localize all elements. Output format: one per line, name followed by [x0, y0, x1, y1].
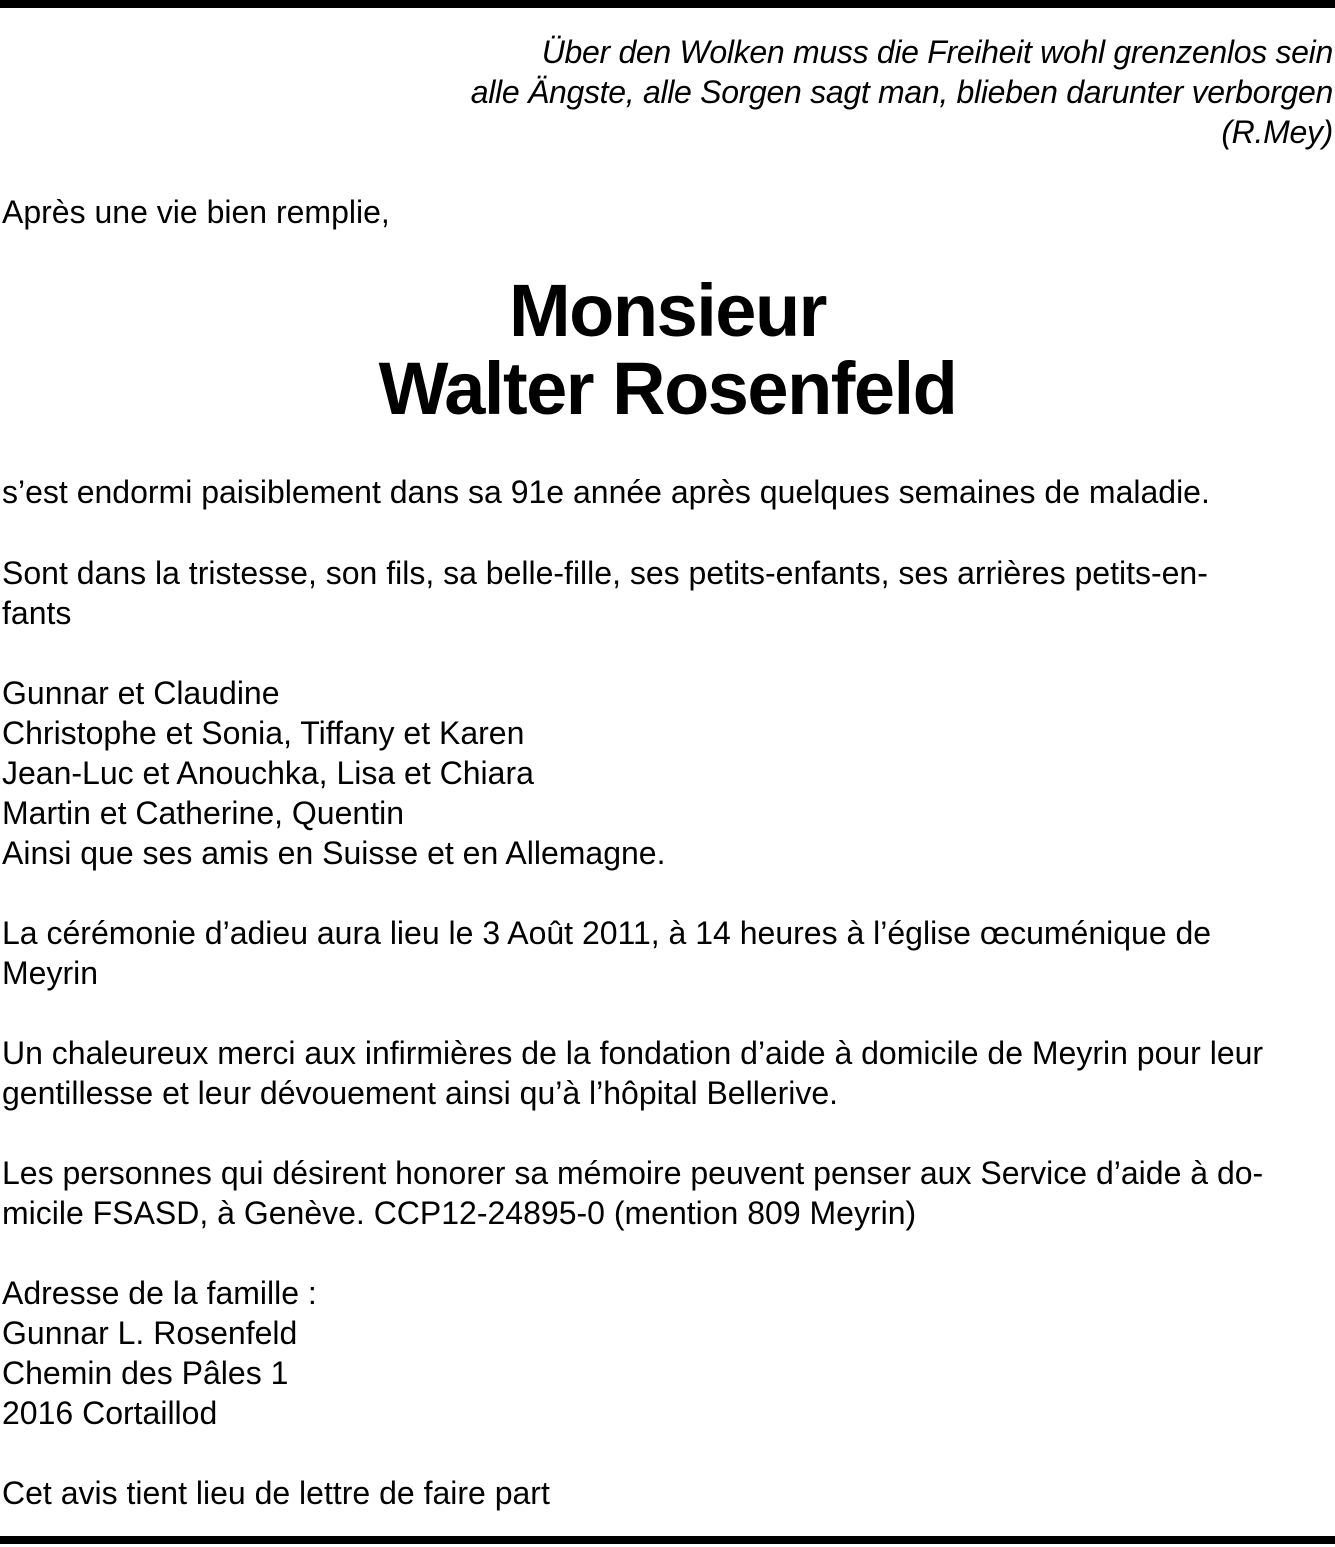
thanks-line-2: gentillesse et leur dévouement ainsi qu’à l’hôpital Bellerive. — [2, 1075, 839, 1111]
epigraph-author: (R.Mey) — [1221, 114, 1333, 150]
address-street: Chemin des Pâles 1 — [2, 1355, 289, 1391]
family-member: Gunnar et Claudine — [2, 675, 280, 711]
closing-line: Cet avis tient lieu de lettre de faire part — [2, 1475, 550, 1511]
donations-line-1: Les personnes qui désirent honorer sa mémoire peuvent penser aux Service d’aide à do- — [2, 1155, 1264, 1191]
family-address — [2, 1273, 1333, 1433]
top-rule — [0, 0, 1335, 8]
address-city: 2016 Cortaillod — [2, 1395, 218, 1431]
ceremony-line-2: Meyrin — [2, 955, 99, 991]
mourners-line-2: fants — [2, 595, 72, 631]
closing-note — [2, 1473, 1333, 1513]
epigraph-line-1: Über den Wolken muss die Freiheit wohl grenzenlos sein — [541, 34, 1333, 70]
epigraph — [471, 32, 1333, 152]
family-list — [2, 673, 1333, 873]
family-member: Martin et Catherine, Quentin — [2, 795, 404, 831]
epigraph-line-2: alle Ängste, alle Sorgen sagt man, blieben darunter verborgen — [470, 74, 1333, 110]
announcement-line: s’est endormi paisiblement dans sa 91e année après quelques semaines de maladie. — [2, 474, 1210, 510]
thanks-paragraph — [2, 1033, 1333, 1113]
family-member: Jean-Luc et Anouchka, Lisa et Chiara — [2, 755, 534, 791]
mourners-line-1: Sont dans la tristesse, son fils, sa belle-fille, ses petits-enfants, ses arrières petits-en- — [2, 555, 1208, 591]
announcement-paragraph — [2, 472, 1333, 512]
address-name: Gunnar L. Rosenfeld — [2, 1315, 298, 1351]
donations-line-2: micile FSASD, à Genève. CCP12-24895-0 (mention 809 Meyrin) — [2, 1195, 917, 1231]
deceased-heading — [0, 269, 1335, 430]
intro-line: Après une vie bien remplie, — [2, 194, 390, 230]
ceremony-line-1: La cérémonie d’adieu aura lieu le 3 Août 2011, à 14 heures à l’église œcuménique de — [2, 915, 1212, 951]
family-member: Ainsi que ses amis en Suisse et en Allemagne. — [2, 835, 666, 871]
intro-text — [2, 192, 1333, 232]
bottom-rule — [0, 1536, 1335, 1544]
ceremony-paragraph — [2, 913, 1333, 993]
family-member: Christophe et Sonia, Tiffany et Karen — [2, 715, 525, 751]
deceased-title: Monsieur — [509, 269, 826, 352]
mourners-paragraph — [2, 553, 1333, 633]
thanks-line-1: Un chaleureux merci aux infirmières de la fondation d’aide à domicile de Meyrin pour leur — [2, 1035, 1264, 1071]
donations-paragraph — [2, 1153, 1333, 1233]
address-label: Adresse de la famille : — [2, 1275, 317, 1311]
deceased-name: Walter Rosenfeld — [378, 347, 957, 430]
